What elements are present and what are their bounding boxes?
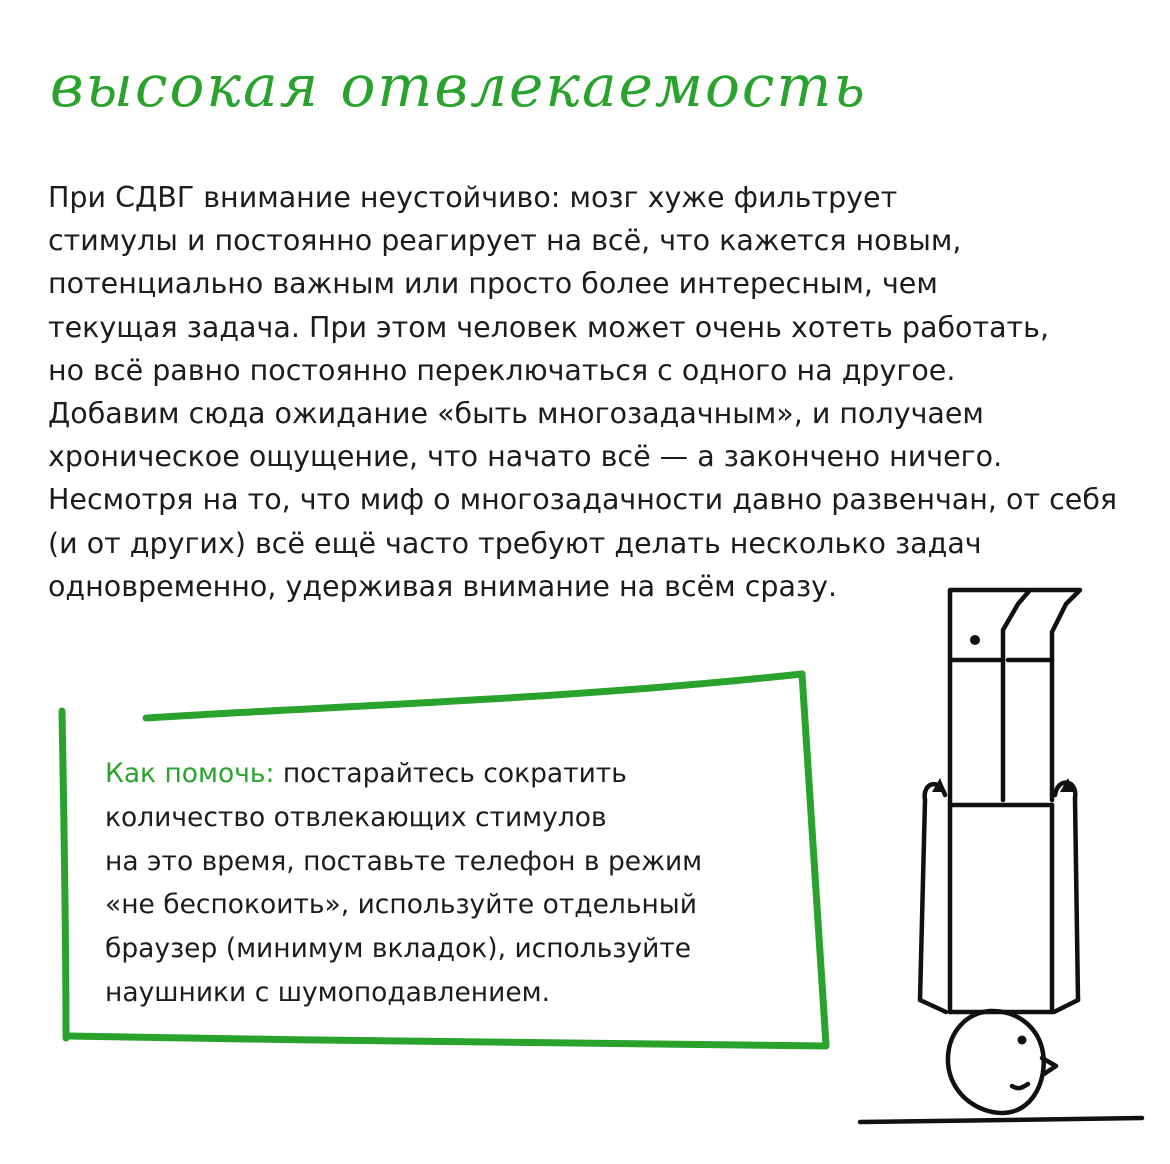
help-lead: Как помочь: (105, 758, 275, 789)
help-line: количество отвлекающих стимулов (105, 801, 607, 833)
paragraph-line: но всё равно постоянно переключаться с одного на другое. (48, 353, 956, 387)
paragraph-line: Несмотря на то, что миф о многозадачности давно развенчан, от себя (48, 483, 1118, 517)
paragraph-line: (и от других) всё ещё часто требуют делать несколько задач (48, 526, 982, 560)
help-line: наушники с шумоподавлением. (105, 976, 551, 1008)
help-line: на это время, поставьте телефон в режим (105, 845, 703, 877)
help-line: браузер (минимум вкладок), используйте (105, 933, 692, 965)
page-title: высокая отвлекаемость (50, 52, 867, 120)
help-line: «не беспокоить», используйте отдельный (105, 889, 697, 921)
paragraph-line: хроническое ощущение, что начато всё — а закончено ничего. (48, 440, 1003, 474)
help-first-line-rest: постарайтесь сократить (274, 758, 627, 789)
paragraph-line: текущая задача. При этом человек может очень хотеть работать, (48, 310, 1050, 344)
paragraph-line: одновременно, удерживая внимание на всём сразу. (48, 569, 838, 603)
paragraph-line: При СДВГ внимание неустойчиво: мозг хуже фильтрует (48, 181, 898, 214)
paragraph-line: Добавим сюда ожидание «быть многозадачным», и получаем (48, 397, 984, 431)
paragraph-line: стимулы и постоянно реагирует на всё, что кажется новым, (48, 224, 962, 258)
paragraph-line: потенциально важным или просто более интересным, чем (48, 267, 938, 301)
